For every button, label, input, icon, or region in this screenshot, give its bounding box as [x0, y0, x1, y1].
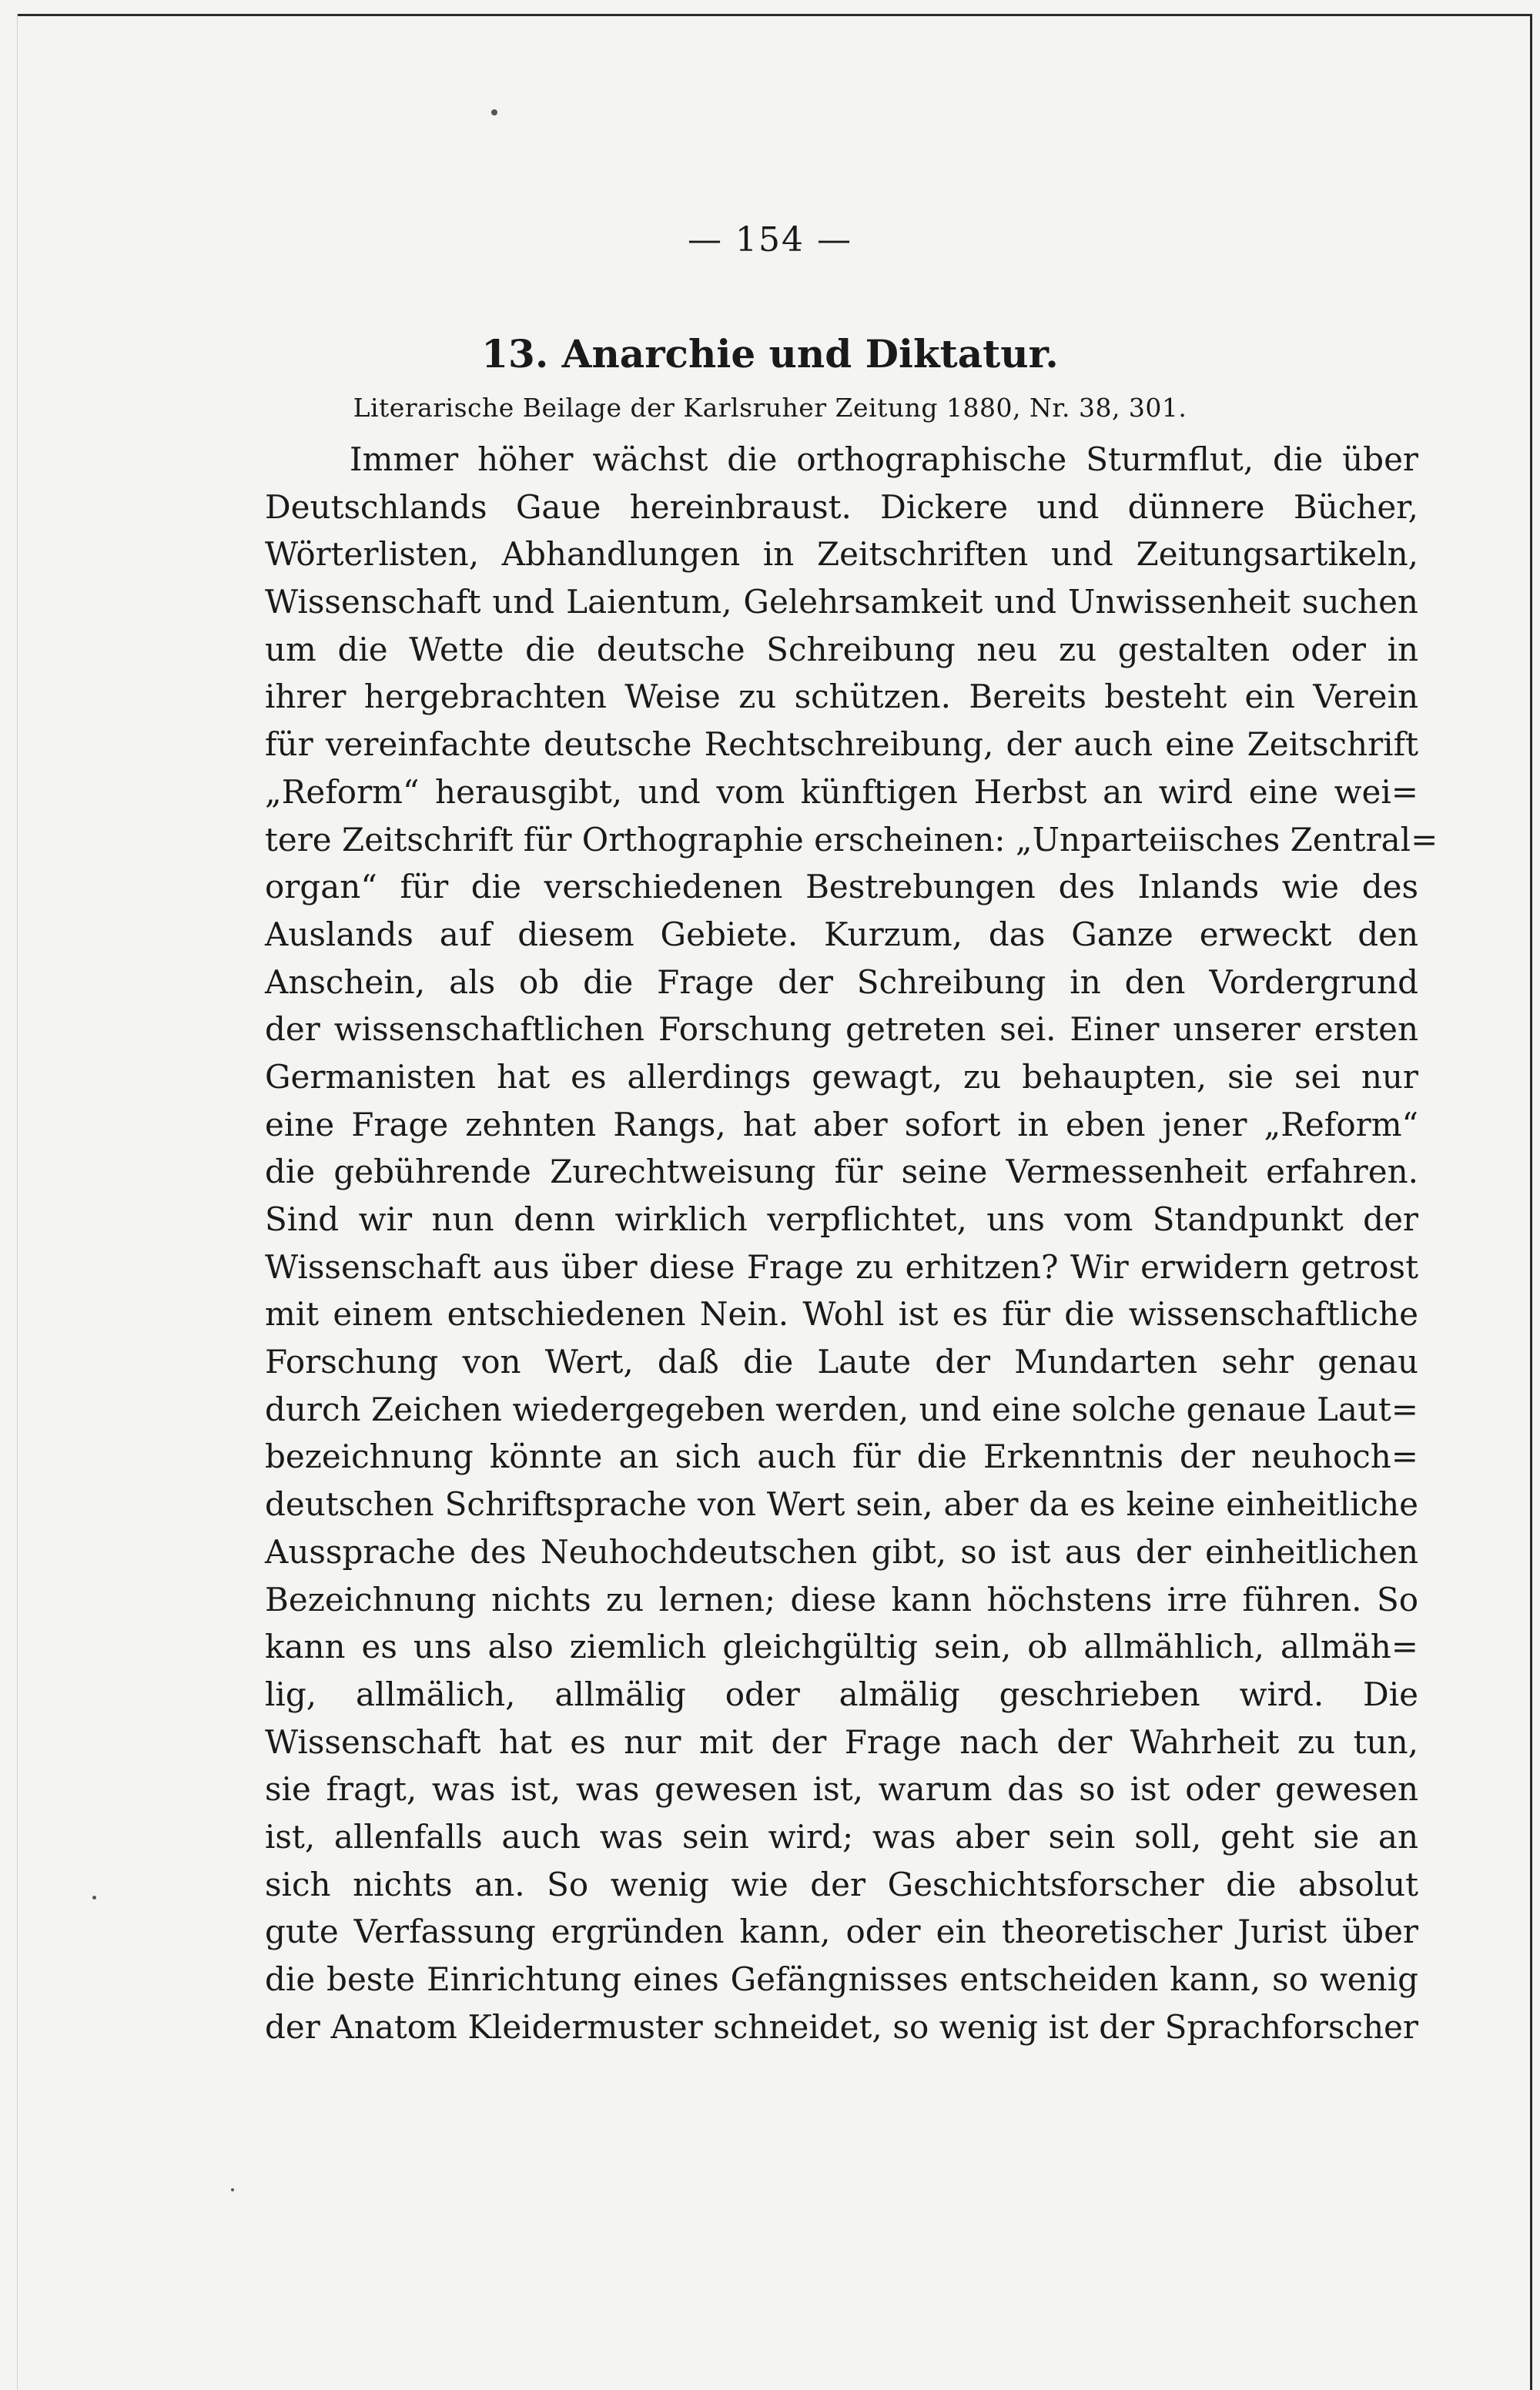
text-line: Aussprache des Neuhochdeutschen gibt, so ist aus der einheitlichen	[265, 1532, 1418, 1571]
text-line: bezeichnung könnte an sich auch für die Erkenntnis der neuhoch=	[265, 1438, 1418, 1476]
text-line: die gebührende Zurechtweisung für seine Vermessenheit erfahren.	[265, 1153, 1418, 1191]
text-line: Wissenschaft und Laientum, Gelehrsamkeit und Unwissenheit suchen	[265, 583, 1418, 621]
text-line: der wissenschaftlichen Forschung getreten sei. Einer unserer ersten	[265, 1010, 1418, 1049]
text-line: durch Zeichen wiedergegeben werden, und eine solche genaue Laut=	[265, 1390, 1418, 1428]
text-line: Wörterlisten, Abhandlungen in Zeitschriften und Zeitungsartikeln,	[265, 535, 1418, 574]
text-line: eine Frage zehnten Rangs, hat aber sofort in eben jener „Reform“	[265, 1105, 1418, 1143]
text-line: Anschein, als ob die Frage der Schreibung in den Vordergrund	[265, 962, 1418, 1001]
text-line: Deutschlands Gaue hereinbraust. Dickere und dünnere Bücher,	[265, 487, 1418, 526]
text-line: kann es uns also ziemlich gleichgültig sein, ob allmählich, allmäh=	[265, 1628, 1418, 1666]
text-line: sich nichts an. So wenig wie der Geschichtsforscher die absolut	[265, 1865, 1418, 1903]
scan-speck	[92, 1896, 96, 1900]
text-line: „Reform“ herausgibt, und vom künftigen Herbst an wird eine wei=	[265, 772, 1418, 811]
text-line: organ“ für die verschiedenen Bestrebungen des Inlands wie des	[265, 868, 1418, 906]
body-text	[265, 436, 1438, 2050]
text-line: ist, allenfalls auch was sein wird; was aber sein soll, geht sie an	[265, 1817, 1418, 1856]
page-border-top	[17, 14, 1532, 16]
text-line: Immer höher wächst die orthographische Sturmflut, die über	[350, 440, 1418, 478]
scan-speck	[491, 109, 497, 115]
text-line: lig, allmälich, allmälig oder almälig geschrieben wird. Die	[265, 1675, 1418, 1713]
text-line: Germanisten hat es allerdings gewagt, zu behaupten, sie sei nur	[265, 1057, 1418, 1096]
text-line: für vereinfachte deutsche Rechtschreibung, der auch eine Zeitschrift	[265, 725, 1418, 764]
text-line: Wissenschaft aus über diese Frage zu erhitzen? Wir erwidern getrost	[265, 1247, 1418, 1286]
text-line: die beste Einrichtung eines Gefängnisses entscheiden kann, so wenig	[265, 1960, 1418, 1998]
chapter-title: 13. Anarchie und Diktatur.	[481, 331, 1059, 377]
text-line: Forschung von Wert, daß die Laute der Mundarten sehr genau	[265, 1343, 1418, 1381]
text-line: Auslands auf diesem Gebiete. Kurzum, das Ganze erweckt den	[265, 915, 1418, 953]
page-number: — 154 —	[688, 220, 852, 259]
text-line: mit einem entschiedenen Nein. Wohl ist es für die wissenschaftliche	[265, 1295, 1418, 1334]
text-line: gute Verfassung ergründen kann, oder ein theoretischer Jurist über	[265, 1913, 1418, 1951]
text-line: der Anatom Kleidermuster schneidet, so wenig ist der Sprachforscher	[265, 2007, 1418, 2046]
text-line: Wissenschaft hat es nur mit der Frage nach der Wahrheit zu tun,	[265, 1722, 1418, 1761]
source-citation: Literarische Beilage der Karlsruher Zeitung 1880, Nr. 38, 301.	[353, 393, 1187, 423]
text-line: ihrer hergebrachten Weise zu schützen. Bereits besteht ein Verein	[265, 678, 1418, 716]
scan-speck	[231, 2188, 234, 2191]
text-line: um die Wette die deutsche Schreibung neu zu gestalten oder in	[265, 630, 1418, 668]
text-line: tere Zeitschrift für Orthographie erscheinen: „Unparteiisches Zentral=	[265, 820, 1438, 859]
text-line: Sind wir nun denn wirklich verpflichtet, uns vom Standpunkt der	[265, 1200, 1418, 1238]
text-line: sie fragt, was ist, was gewesen ist, warum das so ist oder gewesen	[265, 1770, 1418, 1809]
text-line: deutschen Schriftsprache von Wert sein, aber da es keine einheitliche	[265, 1485, 1418, 1524]
text-line: Bezeichnung nichts zu lernen; diese kann höchstens irre führen. So	[265, 1580, 1418, 1618]
